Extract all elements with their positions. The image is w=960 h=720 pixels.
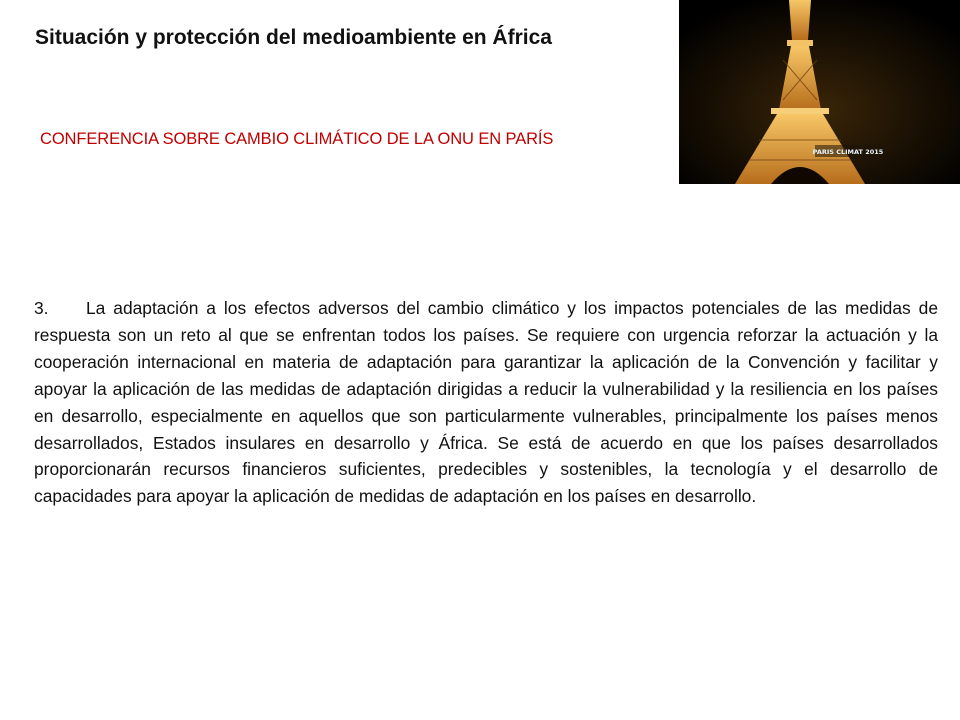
slide-title: Situación y protección del medioambiente en África bbox=[35, 26, 552, 49]
slide-subtitle: CONFERENCIA SOBRE CAMBIO CLIMÁTICO DE LA ONU EN PARÍS bbox=[40, 130, 554, 148]
eiffel-tower-photo bbox=[679, 0, 960, 184]
paragraph-text: La adaptación a los efectos adversos del cambio climático y los impactos potenciales de las medidas de respuesta son un reto al que se enfrentan todos los países. Se requiere con urgencia reforzar la actuación y la cooperación internacional en materia de adaptación para garantizar la aplicación de la Convención y facilitar y apoyar la aplicación de las medidas de adaptación dirigidas a reducir la vulnerabilidad y la resiliencia en los países en desarrollo, especialmente en aquellos que son particularmente vulnerables, principalmente los países menos desarrollados, Estados insulares en desarrollo y África. Se está de acuerdo en que los países desarrollados proporcionarán recursos financieros suficientes, predecibles y sostenibles, la tecnología y el desarrollo de capacidades para apoyar la aplicación de medidas de adaptación en los países en desarrollo. bbox=[34, 298, 938, 507]
paragraph-number: 3. bbox=[34, 298, 49, 318]
paragraph-3 bbox=[34, 295, 938, 510]
banner-text: PARIS CLIMAT 2015 bbox=[812, 148, 884, 156]
eiffel-tower-illustration bbox=[679, 0, 960, 184]
